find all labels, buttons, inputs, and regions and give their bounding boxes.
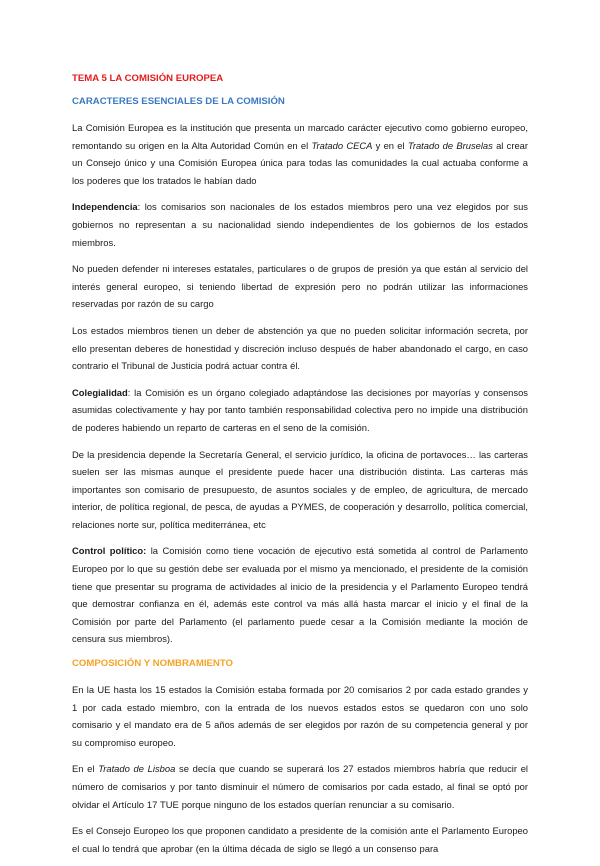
paragraph-presidencia: De la presidencia depende la Secretaría General, el servicio jurídico, la oficina de portavoces… las carteras suelen ser las mismas aunque el presidente puede hacer una distribución distinta. Las carteras más importantes son comisario de presupuesto, de asuntos sociales y de empleo, de agricultura, de mercado interior, de política regional, de pesca, de ayudas a PYMES, de cooperación y desarrollo, política comercial, relaciones norte sur, política mediterránea, etc (72, 448, 528, 530)
page-title: TEMA 5 LA COMISIÓN EUROPEA (72, 73, 224, 84)
paragraph-control-politico (72, 542, 528, 648)
paragraph-intereses: No pueden defender ni intereses estatales, particulares o de grupos de presión ya que están al servicio del interés general europeo, si teniendo libertad de expresión pero no podrán utilizar las informaciones reservadas por razón de su cargo (72, 263, 528, 310)
bold-term-control-politico: Control político: (72, 545, 147, 557)
text-run: y en el (372, 139, 408, 151)
section-heading-caracteres: CARACTERES ESENCIALES DE LA COMISIÓN (72, 96, 285, 107)
text-run: se decía que cuando se superará los 27 estados miembros habría que reducir el número de comisarios y por tanto disminuir el número de comisarios por cada estado, al final se optó por olvidar el Artículo 17 TUE porque ninguno de los estados querían renunciar a su comisario. (72, 763, 528, 810)
italic-tratado-lisboa: Tratado de Lisboa (98, 763, 176, 775)
bold-term-colegialidad: Colegialidad (72, 386, 128, 398)
section-heading-composicion: COMPOSICIÓN Y NOMBRAMIENTO (72, 658, 233, 670)
paragraph-abstencion: Los estados miembros tienen un deber de abstención ya que no pueden solicitar información secreta, por ello presentan deberes de honestidad y discreción incluso después de haber abandonado el cargo, en caso contrario el Tribunal de Justicia podrá actuar contra él. (72, 324, 528, 372)
paragraph-independencia (72, 198, 528, 251)
text-run: : los comisarios son nacionales de los estados miembros pero una vez elegidos por sus gobiernos no representan a su nacionalidad siendo independientes de los gobiernos de los estados miembros. (72, 201, 528, 248)
document-body (72, 72, 528, 866)
paragraph-ue-15-estados: En la UE hasta los 15 estados la Comisión estaba formada por 20 comisarios 2 por cada estado grandes y 1 por cada estado miembro, con la entrada de los nuevos estados estos se quedaron con uno solo comisario y el mandato era de 5 años además de ser elegidos por razón de su competencia general y por su compromiso europeo. (72, 684, 528, 748)
text-run: En el (72, 763, 99, 775)
paragraph-tratado-lisboa (72, 760, 528, 813)
paragraph-intro (72, 119, 528, 189)
text-run: : la Comisión es un órgano colegiado adaptándose las decisiones por mayorías y consensos asumidas colectivamente y hay por tanto también responsabilidad colectiva pero no impide una distribución de poderes habiendo un reparto de carteras en el seno de la comisión. (72, 386, 528, 433)
text-run: la Comisión como tiene vocación de ejecutivo está sometida al control de Parlamento Europeo por lo que su gestión debe ser evaluada por el mismo ya mencionado, el presidente de la comisión tiene que presentar su programa de actividades al inicio de la presidencia y el Parlamento Europeo tendrá que demostrar confianza en él, además este control va más allá hasta marcar el inicio y el final de la Comisión por parte del Parlamento (el parlamento puede cesar a la Comisión mediante la moción de censura sus miembros). (72, 545, 528, 645)
bold-term-independencia: Independencia (72, 201, 138, 213)
text-run: al crear un Consejo único y una Comisión Europea única para todas las comunidades la cual actuaba conforme a los poderes que los tratados le habían dado (72, 139, 529, 186)
italic-tratado-bruselas: Tratado de Bruselas (407, 139, 493, 151)
paragraph-colegialidad (72, 384, 528, 437)
text-run: La Comisión Europea es la institución que presenta un marcado carácter ejecutivo como gobierno europeo, remontando su origen en la Alta Autoridad Común en el (72, 122, 528, 151)
paragraph-consejo-europeo: Es el Consejo Europeo los que proponen candidato a presidente de la comisión ante el Parlamento Europeo el cual lo tendrá que aprobar (en la última década de siglo se llegó a un consenso para (72, 825, 528, 854)
italic-tratado-ceca: Tratado CECA (311, 139, 373, 151)
